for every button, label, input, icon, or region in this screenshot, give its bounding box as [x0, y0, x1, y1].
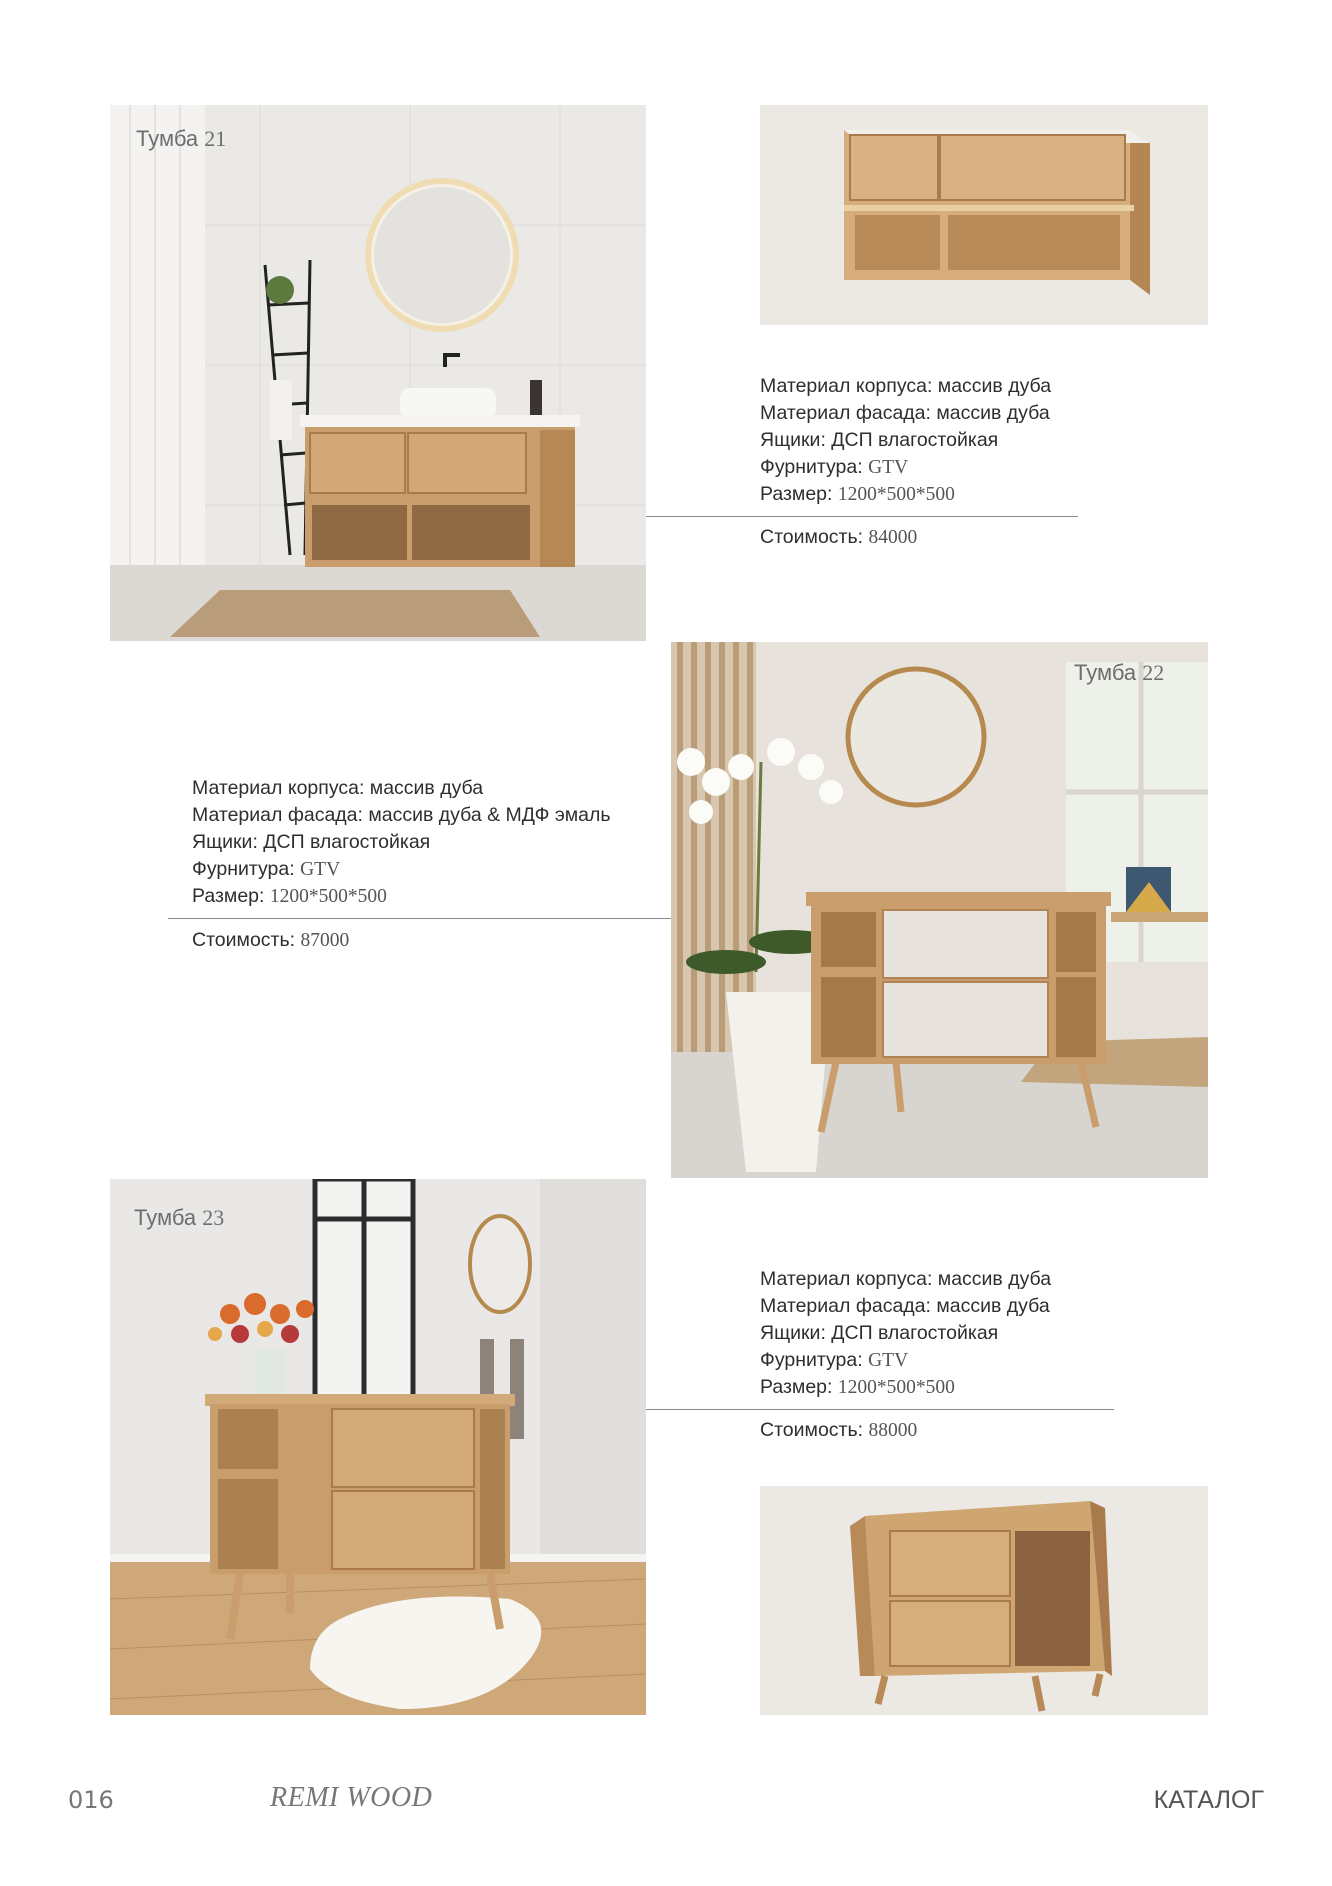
price-value: 84000 — [868, 527, 918, 548]
spec-key: Ящики: — [760, 429, 826, 451]
price-value: 87000 — [300, 930, 350, 951]
spec-key: Материал корпуса: — [760, 375, 933, 397]
spec-value: GTV — [300, 859, 341, 880]
product-22-price — [192, 929, 349, 952]
price-value: 88000 — [868, 1420, 918, 1441]
spec-row — [760, 400, 1051, 427]
section-title: КАТАЛОГ — [1153, 1786, 1264, 1814]
product-label-number: 21 — [204, 126, 227, 151]
product-label-word: Тумба — [134, 1205, 197, 1230]
spec-row — [192, 883, 611, 910]
brand-logo: REMI WOOD — [270, 1782, 433, 1813]
price-label: Стоимость: — [760, 1419, 864, 1441]
product-23-price — [760, 1419, 917, 1442]
spec-key: Материал фасада: — [760, 1295, 931, 1317]
spec-key: Фурнитура: — [760, 456, 863, 478]
spec-key: Ящики: — [192, 831, 258, 853]
spec-row — [760, 1266, 1051, 1293]
spec-row — [760, 1374, 1051, 1401]
product-21-interior-photo — [110, 105, 646, 641]
spec-row — [760, 373, 1051, 400]
product-label-number: 22 — [1142, 660, 1165, 685]
product-label-word: Тумба — [1074, 660, 1137, 685]
product-label-word: Тумба — [136, 126, 199, 151]
price-label: Стоимость: — [192, 929, 296, 951]
spec-key: Фурнитура: — [192, 858, 295, 880]
spec-key: Материал фасада: — [192, 804, 363, 826]
spec-key: Материал корпуса: — [192, 777, 365, 799]
spec-row — [760, 454, 1051, 481]
spec-value: массив дуба — [936, 1295, 1050, 1317]
product-23-studio-photo — [760, 1486, 1208, 1715]
spec-key: Размер: — [760, 483, 833, 505]
product-22-interior-photo — [671, 642, 1208, 1178]
spec-value: массив дуба — [937, 375, 1052, 397]
product-23-interior-photo — [110, 1179, 646, 1715]
spec-row — [760, 1293, 1051, 1320]
spec-value: ДСП влагостойкая — [831, 429, 999, 451]
product-21-specs — [760, 373, 1051, 508]
price-label: Стоимость: — [760, 526, 864, 548]
spec-key: Размер: — [192, 885, 265, 907]
product-label-number: 23 — [202, 1205, 225, 1230]
divider-line — [646, 1409, 1114, 1410]
spec-row — [760, 427, 1051, 454]
spec-row — [760, 1320, 1051, 1347]
spec-row — [192, 829, 611, 856]
product-23-label — [134, 1205, 224, 1231]
spec-row — [760, 1347, 1051, 1374]
spec-value: GTV — [868, 457, 909, 478]
spec-value: 1200*500*500 — [269, 886, 387, 907]
spec-value: массив дуба — [937, 1268, 1052, 1290]
divider-line — [646, 516, 1078, 517]
spec-value: GTV — [868, 1350, 909, 1371]
spec-key: Материал фасада: — [760, 402, 931, 424]
product-21-studio-photo — [760, 105, 1208, 325]
spec-value: ДСП влагостойкая — [263, 831, 431, 853]
spec-key: Размер: — [760, 1376, 833, 1398]
spec-value: ДСП влагостойкая — [831, 1322, 999, 1344]
spec-key: Материал корпуса: — [760, 1268, 933, 1290]
product-21-label — [136, 126, 226, 152]
spec-key: Ящики: — [760, 1322, 826, 1344]
product-22-specs — [192, 775, 611, 910]
spec-value: массив дуба — [936, 402, 1050, 424]
spec-key: Фурнитура: — [760, 1349, 863, 1371]
spec-value: 1200*500*500 — [837, 1377, 955, 1398]
spec-row — [192, 856, 611, 883]
page-number: 016 — [68, 1786, 114, 1814]
spec-row — [192, 802, 611, 829]
spec-row — [760, 481, 1051, 508]
product-21-price — [760, 526, 917, 549]
spec-row — [192, 775, 611, 802]
spec-value: массив дуба & МДФ эмаль — [368, 804, 611, 826]
product-22-label — [1074, 660, 1164, 686]
spec-value: 1200*500*500 — [837, 484, 955, 505]
divider-line — [168, 918, 672, 919]
spec-value: массив дуба — [369, 777, 484, 799]
product-23-specs — [760, 1266, 1051, 1401]
